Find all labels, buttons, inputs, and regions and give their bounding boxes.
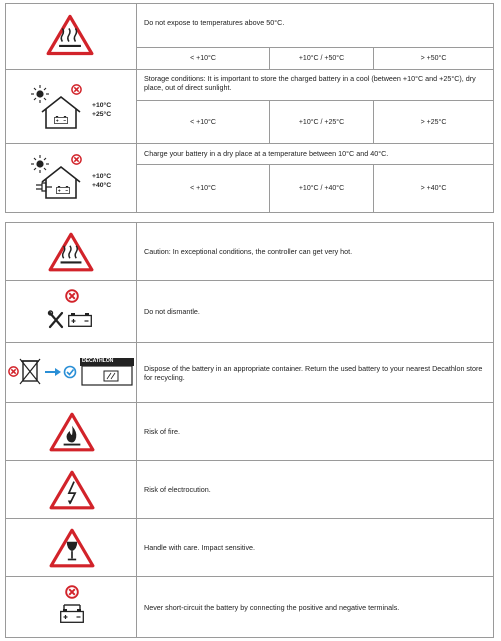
- range-cell: +10°C / +25°C: [270, 101, 374, 143]
- range-cell: > +50°C: [420, 55, 447, 62]
- range-cell: +10°C / +50°C: [270, 48, 374, 69]
- heat-limit-range-row: [137, 47, 493, 69]
- safety-warnings-table: [5, 222, 494, 638]
- safety-row: [6, 519, 493, 577]
- range-cell: > +25°C: [420, 118, 447, 126]
- decathlon-store-label: DECATHLON: [82, 358, 114, 364]
- safety-text: Risk of fire.: [144, 427, 180, 436]
- fragile-warning-icon: [49, 528, 95, 568]
- charging-temp-low-label: +10°C: [92, 173, 112, 180]
- no-short-circuit-icon: [58, 585, 86, 631]
- charging-conditions-text: Charge your battery in a dry place at a temperature between 10°C and 40°C.: [144, 149, 389, 158]
- fire-warning-icon: [49, 412, 95, 452]
- storage-house-icon: [32, 82, 90, 134]
- safety-text: Do not dismantle.: [144, 307, 200, 316]
- charging-temp-high-label: +40°C: [92, 182, 112, 189]
- safety-text: Dispose of the battery in an appropriate container. Return the used battery to your nearest Decathlon store for recycling.: [144, 364, 483, 382]
- safety-row: [6, 577, 493, 637]
- charging-house-icon: [32, 152, 90, 204]
- storage-range-row: [137, 100, 493, 143]
- safety-row: [6, 223, 493, 281]
- charging-conditions-row: [6, 144, 493, 212]
- range-cell: < +10°C: [137, 101, 270, 143]
- storage-conditions-text: Storage conditions: It is important to store the charged battery in a cool (between +10°C and +25°C), dry place, out of direct sunlight.: [144, 74, 476, 92]
- electrocution-warning-icon: [49, 470, 95, 510]
- safety-row: [6, 461, 493, 519]
- safety-row: [6, 281, 493, 343]
- safety-text: Never short-circuit the battery by connecting the positive and negative terminals.: [144, 602, 400, 612]
- safety-text: Handle with care. Impact sensitive.: [144, 543, 256, 552]
- range-cell: < +10°C: [137, 48, 270, 69]
- safety-text: Caution: In exceptional conditions, the controller can get very hot.: [144, 247, 353, 256]
- charging-range-row: [137, 164, 493, 212]
- temperature-conditions-table: [5, 3, 494, 213]
- hot-surface-warning-icon: [46, 14, 94, 56]
- storage-temp-low-label: +10°C: [92, 102, 112, 109]
- safety-text: Risk of electrocution.: [144, 485, 211, 494]
- range-cell: > +40°C: [420, 185, 447, 192]
- safety-row: [6, 403, 493, 461]
- safety-row: [6, 343, 493, 403]
- storage-temp-high-label: +25°C: [92, 111, 112, 118]
- hot-surface-warning-icon: [48, 232, 94, 272]
- range-cell: < +10°C: [137, 165, 270, 212]
- storage-conditions-row: [6, 70, 493, 144]
- no-dismantle-icon: [48, 289, 96, 337]
- heat-limit-row: [6, 4, 493, 70]
- range-cell: +10°C / +40°C: [270, 165, 374, 212]
- heat-limit-text: Do not expose to temperatures above 50°C.: [144, 18, 285, 27]
